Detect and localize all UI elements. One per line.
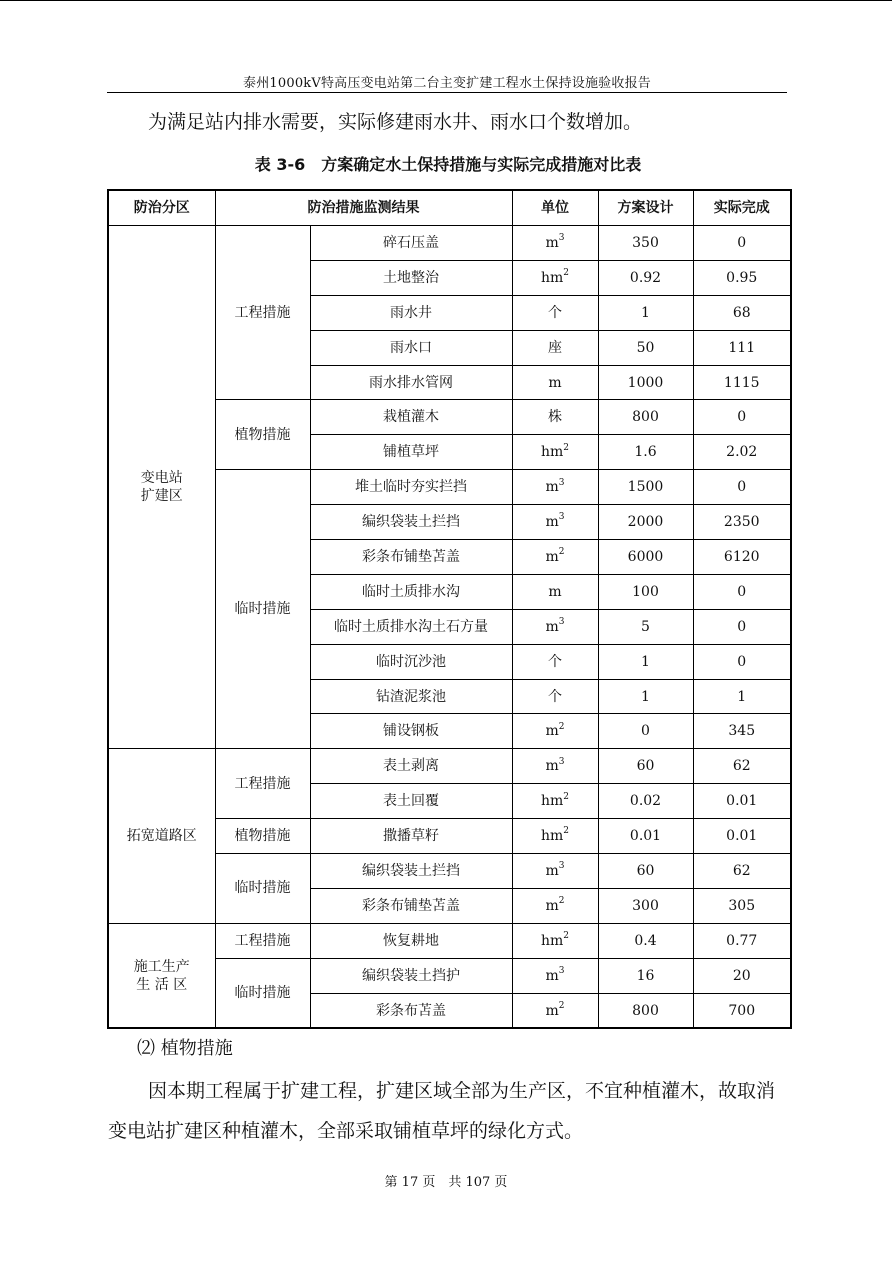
unit-cell [512,435,598,470]
plan-value-cell: 0.4 [598,923,693,958]
measure-item-cell: 撒播草籽 [310,819,512,854]
unit-base: m [545,234,559,251]
plan-value-cell: 800 [598,400,693,435]
measure-item-cell: 栽植灌木 [310,400,512,435]
unit-base: m [545,862,559,879]
unit-exponent: 3 [558,617,565,628]
actual-value-cell: 0.01 [693,819,791,854]
body-paragraph: 因本期工程属于扩建工程，扩建区域全部为生产区，不宜种植灌木，故取消变电站扩建区种植灌木，全部采取铺植草坪的绿化方式。 [108,1080,776,1142]
plan-value-cell: 1 [598,295,693,330]
plan-value-cell: 1500 [598,470,693,505]
unit-base: m [545,548,559,565]
category-cell: 工程措施 [215,749,310,819]
measure-item-cell: 土地整治 [310,260,512,295]
measure-item-cell: 钻渣泥浆池 [310,679,512,714]
table-row [108,749,791,784]
unit-base: 个 [548,688,562,705]
header-unit: 单位 [512,190,598,226]
actual-value-cell: 62 [693,749,791,784]
measure-item-cell: 铺植草坪 [310,435,512,470]
measure-item-cell: 雨水井 [310,295,512,330]
unit-cell [512,505,598,540]
unit-base: m [548,583,562,600]
unit-cell [512,749,598,784]
actual-value-cell: 0 [693,609,791,644]
category-cell: 工程措施 [215,923,310,958]
measure-item-cell: 临时沉沙池 [310,644,512,679]
unit-exponent: 3 [558,233,565,244]
plan-value-cell: 0.92 [598,260,693,295]
actual-value-cell: 305 [693,888,791,923]
category-cell: 植物措施 [215,819,310,854]
measure-item-cell: 铺设钢板 [310,714,512,749]
category-cell: 临时措施 [215,854,310,924]
header-zone: 防治分区 [108,190,215,226]
actual-value-cell: 20 [693,958,791,993]
category-cell: 工程措施 [215,226,310,400]
measure-item-cell: 雨水口 [310,330,512,365]
actual-value-cell: 111 [693,330,791,365]
plan-value-cell: 1 [598,644,693,679]
zone-cell: 变电站 扩建区 [108,226,215,749]
unit-base: 个 [548,304,562,321]
unit-exponent: 2 [563,442,570,453]
actual-value-cell: 0.77 [693,923,791,958]
unit-cell [512,330,598,365]
section-heading: ⑵ 植物措施 [137,1038,233,1059]
plan-value-cell: 5 [598,609,693,644]
unit-cell [512,540,598,575]
unit-cell [512,574,598,609]
actual-value-cell: 0 [693,226,791,261]
header-measure: 防治措施监测结果 [215,190,512,226]
unit-cell [512,295,598,330]
plan-value-cell: 16 [598,958,693,993]
actual-value-cell: 1115 [693,365,791,400]
unit-cell [512,854,598,889]
actual-value-cell: 0 [693,470,791,505]
actual-value-cell: 68 [693,295,791,330]
zone-cell: 施工生产 生 活 区 [108,923,215,1028]
unit-cell [512,226,598,261]
measure-item-cell: 编织袋装土挡护 [310,958,512,993]
plan-value-cell: 1.6 [598,435,693,470]
unit-cell [512,260,598,295]
actual-value-cell: 0.01 [693,784,791,819]
actual-value-cell: 0 [693,574,791,609]
unit-base: m [545,1002,559,1019]
unit-exponent: 2 [563,791,570,802]
unit-base: m [545,967,559,984]
plan-value-cell: 2000 [598,505,693,540]
unit-cell [512,888,598,923]
plan-value-cell: 350 [598,226,693,261]
actual-value-cell: 0 [693,644,791,679]
intro-paragraph: 为满足站内排水需要，实际修建雨水井、雨水口个数增加。 [148,111,643,133]
unit-cell [512,400,598,435]
measure-item-cell: 彩条布铺垫苫盖 [310,540,512,575]
unit-exponent: 2 [558,721,565,732]
unit-base: 个 [548,653,562,670]
actual-value-cell: 700 [693,993,791,1028]
unit-cell [512,993,598,1028]
measure-item-cell: 雨水排水管网 [310,365,512,400]
plan-value-cell: 300 [598,888,693,923]
actual-value-cell: 62 [693,854,791,889]
measure-item-cell: 临时土质排水沟土石方量 [310,609,512,644]
unit-base: hm [540,793,564,810]
plan-value-cell: 6000 [598,540,693,575]
plan-value-cell: 0.02 [598,784,693,819]
header-actual: 实际完成 [693,190,791,226]
unit-base: hm [540,932,564,949]
actual-value-cell: 2.02 [693,435,791,470]
plan-value-cell: 100 [598,574,693,609]
measure-item-cell: 临时土质排水沟 [310,574,512,609]
plan-value-cell: 1 [598,679,693,714]
table-caption: 表 3-6 方案确定水土保持措施与实际完成措施对比表 [254,155,642,174]
measure-item-cell: 表土回覆 [310,784,512,819]
unit-exponent: 2 [558,896,565,907]
actual-value-cell: 0 [693,400,791,435]
unit-base: m [545,723,559,740]
unit-exponent: 2 [563,268,570,279]
category-cell: 临时措施 [215,470,310,749]
unit-base: m [548,374,562,391]
running-header: 泰州1000kV特高压变电站第二台主变扩建工程水土保持设施验收报告 [243,76,651,91]
measure-item-cell: 彩条布苫盖 [310,993,512,1028]
measure-item-cell: 碎石压盖 [310,226,512,261]
unit-exponent: 2 [563,931,570,942]
measure-item-cell: 编织袋装土拦挡 [310,505,512,540]
category-cell: 临时措施 [215,958,310,1028]
unit-exponent: 3 [558,861,565,872]
unit-cell [512,958,598,993]
unit-exponent: 3 [558,756,565,767]
unit-base: m [545,758,559,775]
unit-exponent: 3 [558,512,565,523]
unit-base: hm [540,269,564,286]
plan-value-cell: 1000 [598,365,693,400]
unit-cell [512,784,598,819]
unit-cell [512,609,598,644]
table-row [108,226,791,261]
table-row [108,923,791,958]
unit-exponent: 2 [558,1000,565,1011]
measure-item-cell: 堆土临时夯实拦挡 [310,470,512,505]
category-cell: 植物措施 [215,400,310,470]
unit-cell [512,679,598,714]
actual-value-cell: 345 [693,714,791,749]
page-top-border [0,0,892,1]
actual-value-cell: 0.95 [693,260,791,295]
actual-value-cell: 6120 [693,540,791,575]
measure-item-cell: 编织袋装土拦挡 [310,854,512,889]
unit-base: hm [540,444,564,461]
unit-base: m [545,514,559,531]
unit-cell [512,644,598,679]
plan-value-cell: 50 [598,330,693,365]
unit-exponent: 3 [558,965,565,976]
zone-cell: 拓宽道路区 [108,749,215,923]
unit-cell [512,714,598,749]
page-footer: 第 17 页 共 107 页 [384,1175,508,1190]
unit-cell [512,819,598,854]
header-rule [107,92,787,93]
unit-base: 株 [548,409,562,426]
unit-cell [512,470,598,505]
unit-base: m [545,479,559,496]
comparison-table [107,189,792,1029]
measure-item-cell: 表土剥离 [310,749,512,784]
plan-value-cell: 60 [598,854,693,889]
unit-base: m [545,897,559,914]
unit-exponent: 2 [558,547,565,558]
unit-base: m [545,618,559,635]
unit-base: hm [540,828,564,845]
unit-cell [512,923,598,958]
plan-value-cell: 60 [598,749,693,784]
unit-exponent: 3 [558,477,565,488]
measure-item-cell: 恢复耕地 [310,923,512,958]
table-header-row [108,190,791,226]
measure-item-cell: 彩条布铺垫苫盖 [310,888,512,923]
plan-value-cell: 0.01 [598,819,693,854]
unit-exponent: 2 [563,826,570,837]
unit-base: 座 [548,339,562,356]
actual-value-cell: 2350 [693,505,791,540]
plan-value-cell: 800 [598,993,693,1028]
plan-value-cell: 0 [598,714,693,749]
actual-value-cell: 1 [693,679,791,714]
header-plan: 方案设计 [598,190,693,226]
unit-cell [512,365,598,400]
